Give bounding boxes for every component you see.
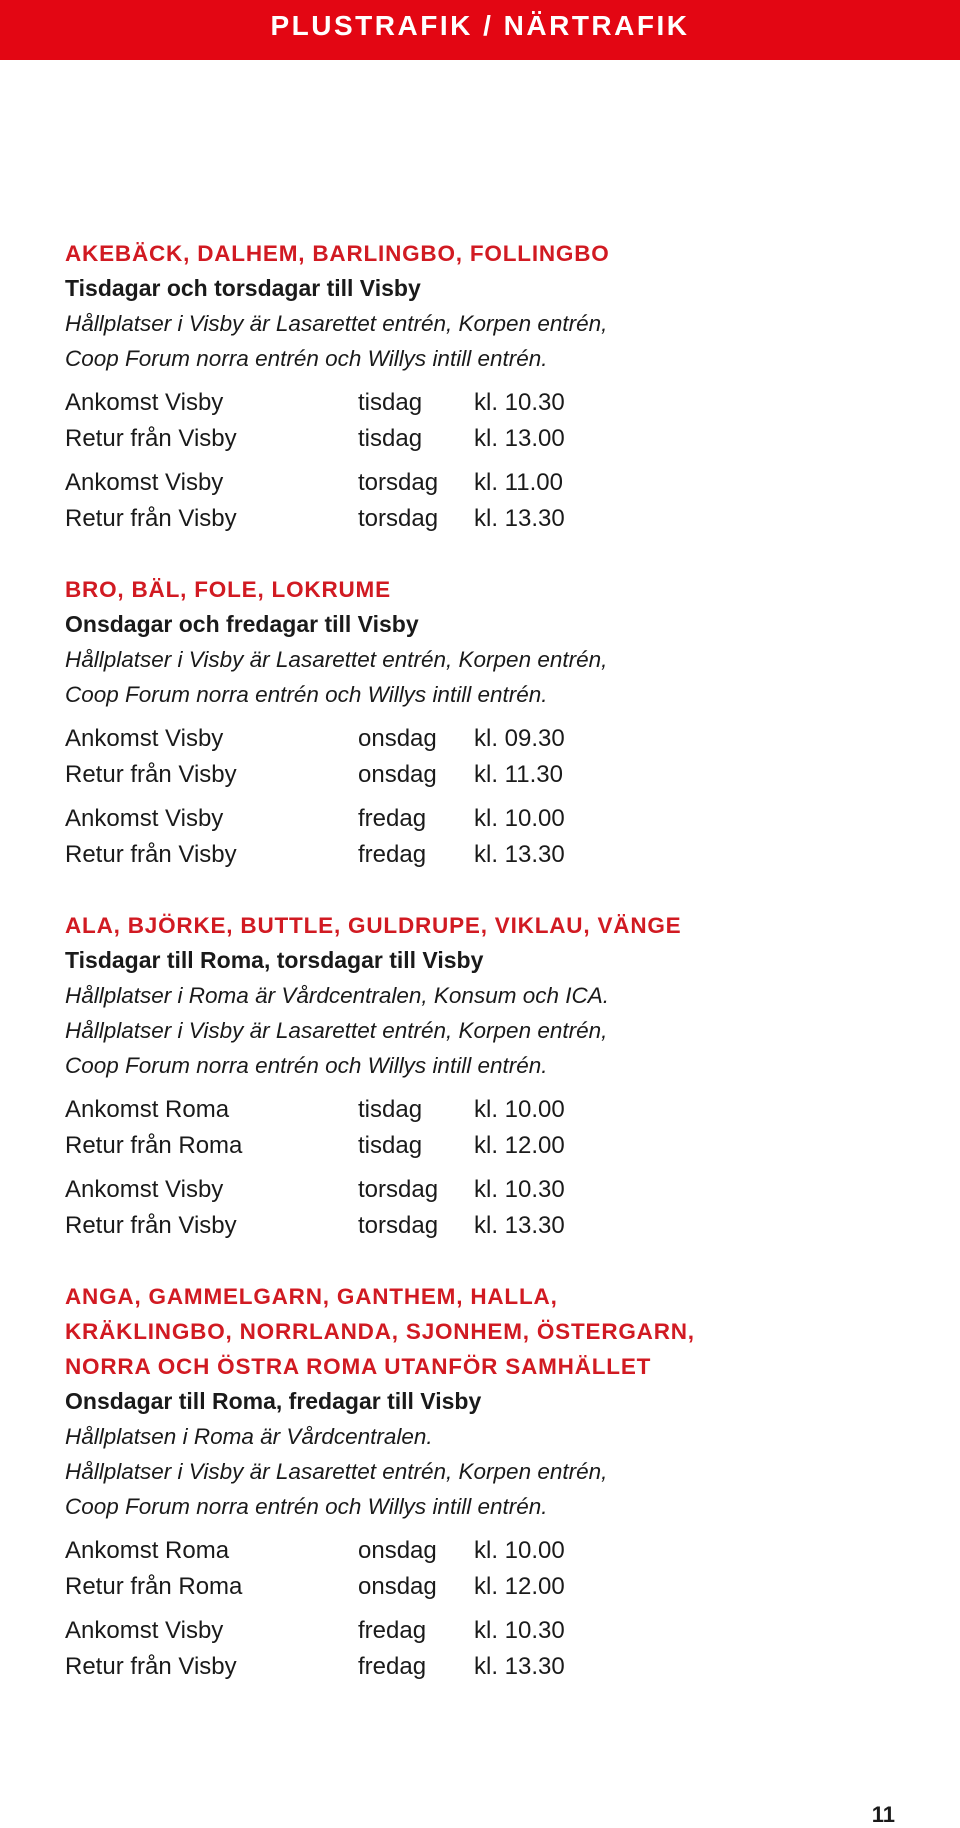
schedule-row bbox=[65, 757, 925, 793]
schedule-row bbox=[65, 1128, 925, 1164]
trip-label: Retur från Roma bbox=[65, 1131, 243, 1159]
trip-day: onsdag bbox=[358, 1572, 437, 1600]
trip-day: fredag bbox=[358, 1617, 427, 1644]
trip-label: Retur från Visby bbox=[65, 504, 237, 532]
trip-day: torsdag bbox=[358, 469, 439, 496]
schedule-row bbox=[65, 837, 925, 873]
schedule-row bbox=[65, 1569, 925, 1605]
route-area-title: AKEBÄCK, DALHEM, BARLINGBO, FOLLINGBO bbox=[65, 241, 610, 266]
trip-label: Ankomst Visby bbox=[65, 1617, 224, 1644]
trip-time: kl. 13.30 bbox=[474, 1652, 565, 1680]
trip-time: kl. 13.00 bbox=[474, 424, 565, 452]
route-days-subtitle: Tisdagar och torsdagar till Visby bbox=[65, 275, 421, 301]
trip-label: Retur från Visby bbox=[65, 1652, 237, 1680]
schedule-group bbox=[65, 1533, 925, 1604]
route-days-subtitle: Onsdagar och fredagar till Visby bbox=[65, 611, 419, 637]
trip-day: onsdag bbox=[358, 760, 437, 788]
stop-info-note: Hållplatser i Roma är Vårdcentralen, Konsum och ICA. bbox=[65, 983, 609, 1008]
trip-time: kl. 11.30 bbox=[474, 760, 563, 788]
schedule-row bbox=[65, 1613, 925, 1649]
trip-label: Retur från Roma bbox=[65, 1572, 243, 1600]
trip-time: kl. 11.00 bbox=[474, 469, 563, 496]
route-days-subtitle: Onsdagar till Roma, fredagar till Visby bbox=[65, 1388, 482, 1414]
schedule-row bbox=[65, 721, 925, 757]
trip-label: Retur från Visby bbox=[65, 1211, 237, 1239]
trip-day: tisdag bbox=[358, 1096, 423, 1123]
schedule-row bbox=[65, 801, 925, 837]
schedule-row bbox=[65, 1172, 925, 1208]
route-area-title: ANGA, GAMMELGARN, GANTHEM, HALLA, bbox=[65, 1284, 558, 1309]
schedule-row bbox=[65, 1092, 925, 1128]
schedule-row bbox=[65, 421, 925, 457]
trip-time: kl. 10.00 bbox=[474, 1537, 565, 1564]
trip-day: tisdag bbox=[358, 424, 423, 452]
route-section bbox=[65, 1279, 925, 1684]
trip-time: kl. 10.00 bbox=[474, 1096, 565, 1123]
route-section bbox=[65, 908, 925, 1243]
trip-time: kl. 13.30 bbox=[474, 840, 565, 868]
trip-time: kl. 10.30 bbox=[474, 1617, 565, 1644]
route-area-title: BRO, BÄL, FOLE, LOKRUME bbox=[65, 577, 391, 602]
schedule-group bbox=[65, 1172, 925, 1243]
trip-label: Ankomst Visby bbox=[65, 1176, 224, 1203]
schedule-group bbox=[65, 1092, 925, 1163]
trip-day: fredag bbox=[358, 1652, 427, 1680]
route-area-title: KRÄKLINGBO, NORRLANDA, SJONHEM, ÖSTERGARN, bbox=[65, 1319, 695, 1344]
schedule-row bbox=[65, 465, 925, 501]
page-header-banner bbox=[0, 0, 960, 60]
trip-label: Ankomst Visby bbox=[65, 389, 224, 416]
trip-label: Retur från Visby bbox=[65, 840, 237, 868]
stop-info-note: Coop Forum norra entrén och Willys intill entrén. bbox=[65, 682, 548, 707]
trip-time: kl. 13.30 bbox=[474, 1211, 565, 1239]
schedule-row bbox=[65, 501, 925, 537]
trip-day: tisdag bbox=[358, 389, 423, 416]
trip-day: fredag bbox=[358, 840, 427, 868]
trip-label: Retur från Visby bbox=[65, 760, 237, 788]
trip-day: onsdag bbox=[358, 725, 437, 752]
schedule-row bbox=[65, 1208, 925, 1244]
page-number: 11 bbox=[871, 1802, 895, 1827]
trip-time: kl. 13.30 bbox=[474, 504, 565, 532]
trip-label: Ankomst Roma bbox=[65, 1096, 230, 1123]
trip-day: onsdag bbox=[358, 1537, 437, 1564]
trip-time: kl. 12.00 bbox=[474, 1572, 565, 1600]
trip-time: kl. 10.30 bbox=[474, 389, 565, 416]
schedule-group bbox=[65, 385, 925, 456]
trip-time: kl. 12.00 bbox=[474, 1131, 565, 1159]
schedule-row bbox=[65, 385, 925, 421]
stop-info-note: Hållplatsen i Roma är Vårdcentralen. bbox=[65, 1424, 433, 1449]
trip-label: Ankomst Visby bbox=[65, 805, 224, 832]
route-area-title: ALA, BJÖRKE, BUTTLE, GULDRUPE, VIKLAU, VÄNGE bbox=[65, 913, 682, 938]
trip-day: torsdag bbox=[358, 1176, 439, 1203]
stop-info-note: Coop Forum norra entrén och Willys intill entrén. bbox=[65, 346, 548, 371]
schedule-content bbox=[65, 236, 925, 1720]
route-section bbox=[65, 572, 925, 872]
stop-info-note: Hållplatser i Visby är Lasarettet entrén, Korpen entrén, bbox=[65, 1459, 608, 1484]
trip-day: tisdag bbox=[358, 1131, 423, 1159]
stop-info-note: Hållplatser i Visby är Lasarettet entrén, Korpen entrén, bbox=[65, 1018, 608, 1043]
trip-time: kl. 09.30 bbox=[474, 725, 565, 752]
trip-time: kl. 10.30 bbox=[474, 1176, 565, 1203]
schedule-row bbox=[65, 1649, 925, 1685]
stop-info-note: Hållplatser i Visby är Lasarettet entrén, Korpen entrén, bbox=[65, 311, 608, 336]
trip-day: torsdag bbox=[358, 1211, 439, 1239]
stop-info-note: Coop Forum norra entrén och Willys intill entrén. bbox=[65, 1053, 548, 1078]
schedule-group bbox=[65, 801, 925, 872]
route-area-title: NORRA OCH ÖSTRA ROMA UTANFÖR SAMHÄLLET bbox=[65, 1354, 652, 1379]
trip-label: Retur från Visby bbox=[65, 424, 237, 452]
route-section bbox=[65, 236, 925, 536]
trip-time: kl. 10.00 bbox=[474, 805, 565, 832]
schedule-group bbox=[65, 721, 925, 792]
trip-label: Ankomst Visby bbox=[65, 725, 224, 752]
trip-label: Ankomst Roma bbox=[65, 1537, 230, 1564]
trip-day: torsdag bbox=[358, 504, 439, 532]
route-days-subtitle: Tisdagar till Roma, torsdagar till Visby bbox=[65, 947, 484, 973]
trip-day: fredag bbox=[358, 805, 427, 832]
schedule-group bbox=[65, 465, 925, 536]
page-header-title: PLUSTRAFIK / NÄRTRAFIK bbox=[270, 10, 690, 41]
schedule-group bbox=[65, 1613, 925, 1684]
schedule-row bbox=[65, 1533, 925, 1569]
stop-info-note: Coop Forum norra entrén och Willys intill entrén. bbox=[65, 1494, 548, 1519]
trip-label: Ankomst Visby bbox=[65, 469, 224, 496]
stop-info-note: Hållplatser i Visby är Lasarettet entrén, Korpen entrén, bbox=[65, 647, 608, 672]
